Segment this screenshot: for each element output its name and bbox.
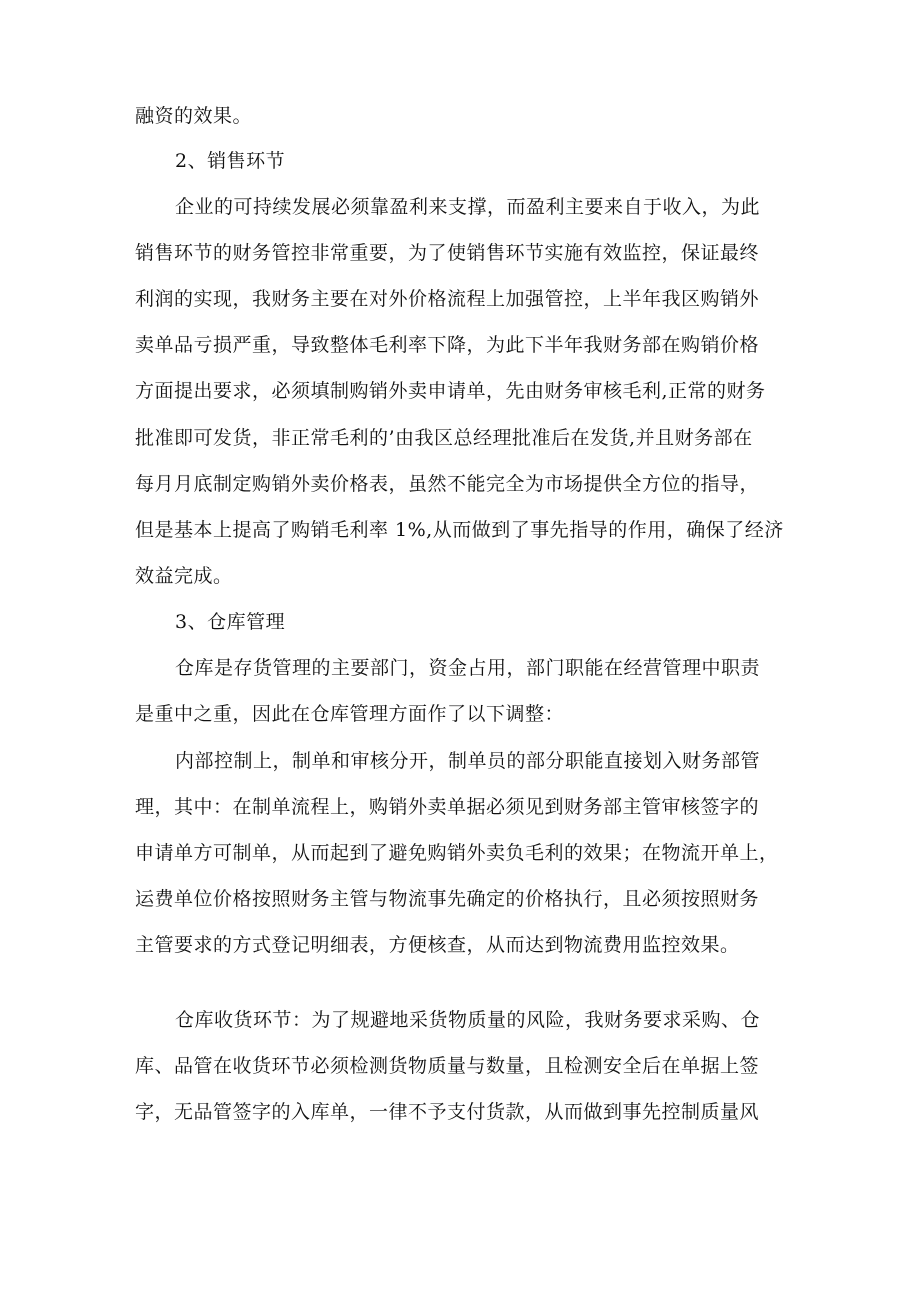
text-line: 但是基本上提高了购销毛利率 1%,从而做到了事先指导的作用，确保了经济 [135,519,784,541]
section-heading: 3、仓库管理 [175,611,286,633]
text-line: 仓库收货环节：为了规避地采货物质量的风险，我财务要求采购、仓 [175,1009,761,1031]
text-line: 运费单位价格按照财务主管与物流事先确定的价格执行，且必须按照财务 [135,888,760,910]
text-line: 库、品管在收货环节必须检测货物质量与数量，且检测安全后在单据上签 [135,1055,760,1077]
text-line: 每月月底制定购销外卖价格表，虽然不能完全为市场提供全方位的指导， [135,473,760,495]
text-line: 批准即可发货，非正常毛利的’由我区总经理批准后在发货,并且财务部在 [135,427,753,449]
text-line: 主管要求的方式登记明细表，方便核查，从而达到物流费用监控效果。 [135,934,740,956]
section-heading: 2、销售环节 [175,150,286,172]
text-line: 内部控制上，制单和审核分开，制单员的部分职能直接划入财务部管 [175,750,761,772]
text-line: 销售环节的财务管控非常重要，为了使销售环节实施有效监控，保证最终 [135,242,760,264]
text-line: 卖单品亏损严重，导致整体毛利率下降，为此下半年我财务部在购销价格 [135,334,760,356]
text-line: 是重中之重，因此在仓库管理方面作了以下调整： [135,703,565,725]
text-line: 理，其中：在制单流程上，购销外卖单据必须见到财务部主管审核签字的 [135,796,760,818]
text-line: 利润的实现，我财务主要在对外价格流程上加强管控，上半年我区购销外 [135,288,760,310]
text-line: 申请单方可制单，从而起到了避免购销外卖负毛利的效果；在物流开单上， [135,842,779,864]
text-line: 方面提出要求，必须填制购销外卖申请单，先由财务审核毛利,正常的财务 [135,380,766,402]
text-line: 企业的可持续发展必须靠盈利来支撑，而盈利主要来自于收入，为此 [175,196,761,218]
text-line: 仓库是存货管理的主要部门，资金占用，部门职能在经营管理中职责 [175,657,761,679]
text-line: 融资的效果。 [135,105,253,127]
text-line: 字，无品管签字的入库单，一律不予支付货款，从而做到事先控制质量风 [135,1101,760,1123]
text-line: 效益完成。 [135,565,233,587]
